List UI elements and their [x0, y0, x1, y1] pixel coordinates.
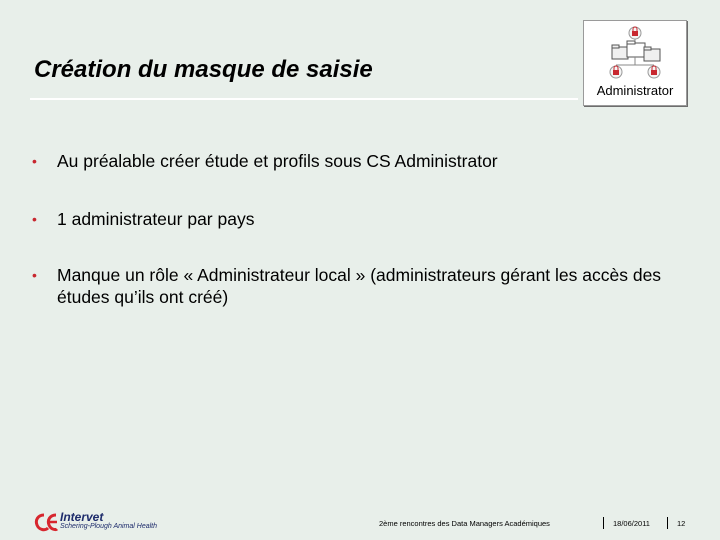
bullet-text: Manque un rôle « Administrateur local » (administrateurs gérant les accès des études qu’ils ont créé) [57, 265, 662, 307]
footer-event: 2ème rencontres des Data Managers Académiques [379, 519, 550, 528]
footer-separator [667, 517, 668, 529]
administrator-label: Administrator [596, 83, 674, 98]
slide-footer [0, 500, 720, 540]
administrator-tile[interactable] [583, 20, 687, 106]
slide-title: Création du masque de saisie [34, 56, 373, 83]
intervet-logo-mark-icon [34, 512, 58, 534]
logo-name: Intervet [60, 510, 104, 524]
bullet-item [32, 150, 498, 172]
footer-separator [603, 517, 604, 529]
logo-subtitle: Schering-Plough Animal Health [60, 523, 158, 530]
intervet-logo [34, 508, 184, 536]
bullet-text: Au préalable créer étude et profils sous CS Administrator [57, 151, 498, 171]
footer-date: 18/06/2011 [613, 519, 650, 528]
bullet-text: 1 administrateur par pays [57, 209, 255, 229]
security-folders-icon [602, 25, 668, 83]
bullet-item [32, 208, 254, 230]
page-number: 12 [677, 519, 686, 528]
bullet-item [32, 264, 677, 308]
title-underline [30, 98, 578, 100]
